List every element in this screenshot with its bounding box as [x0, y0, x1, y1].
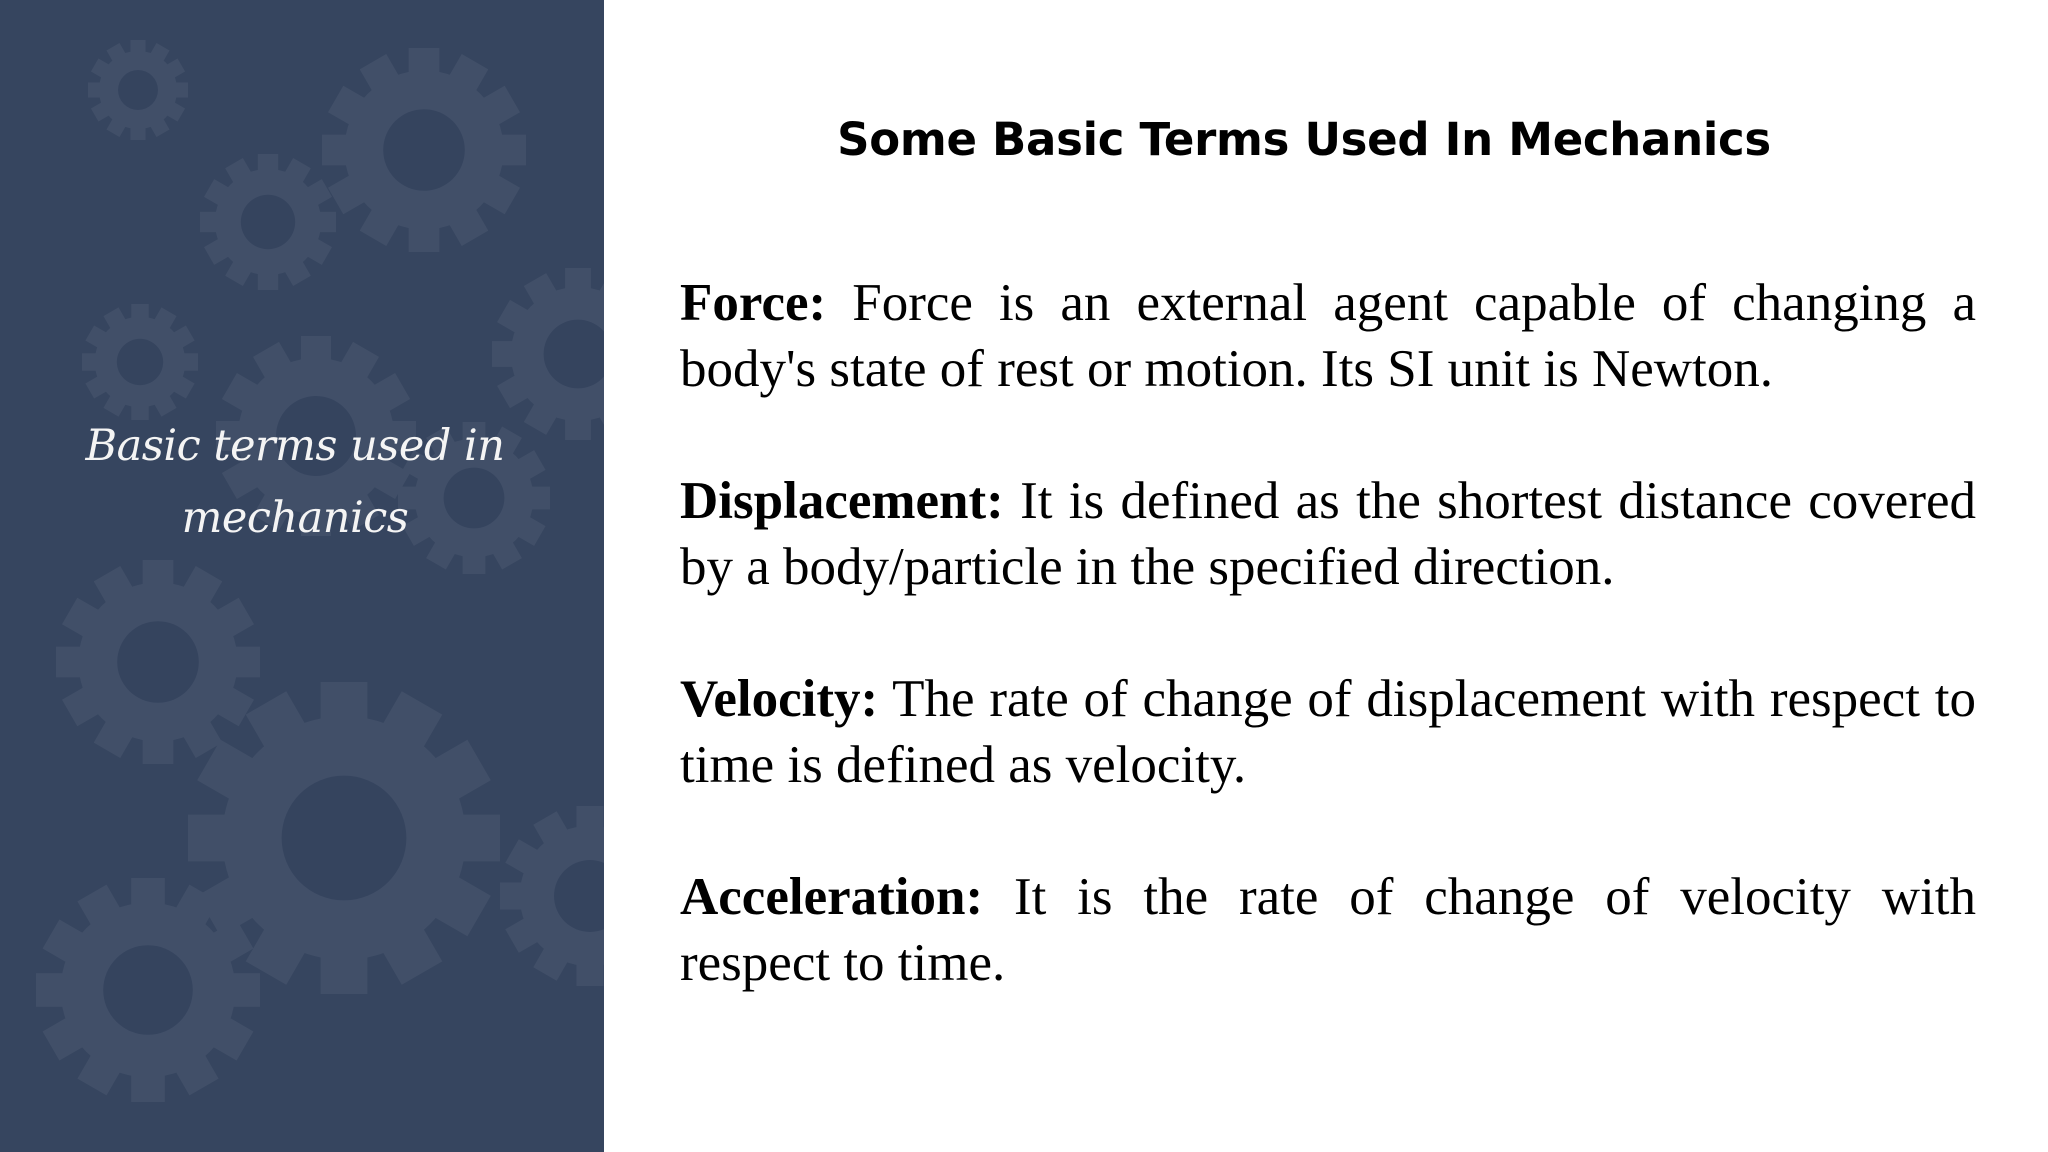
gear-pattern-decoration — [0, 0, 604, 1152]
term-definition: Force is an external agent capable of changing a body's state of rest or motion. Its SI unit is Newton. — [680, 274, 1977, 398]
term-name: Displacement: — [680, 472, 1004, 530]
term-name: Force: — [680, 274, 827, 332]
page-title: Some Basic Terms Used In Mechanics — [837, 113, 1771, 166]
term-definition: The rate of change of displacement with respect to time is defined as velocity. — [680, 670, 1976, 794]
terms-list — [680, 270, 1976, 1062]
sidebar-title-line-1: Basic terms used in — [85, 421, 505, 471]
sidebar-title — [60, 410, 530, 554]
sidebar-panel — [0, 0, 604, 1152]
term-name: Velocity: — [680, 670, 879, 728]
content-panel — [604, 0, 2048, 1152]
term-velocity — [680, 666, 1976, 798]
term-acceleration — [680, 864, 1976, 996]
term-displacement — [680, 468, 1976, 600]
term-definition: It is the rate of change of velocity with respect to time. — [680, 868, 1977, 992]
term-definition: It is defined as the shortest distance covered by a body/particle in the specified direction. — [680, 472, 1976, 596]
sidebar-title-line-2: mechanics — [181, 493, 409, 543]
term-name: Acceleration: — [680, 868, 984, 926]
term-force — [680, 270, 1976, 402]
